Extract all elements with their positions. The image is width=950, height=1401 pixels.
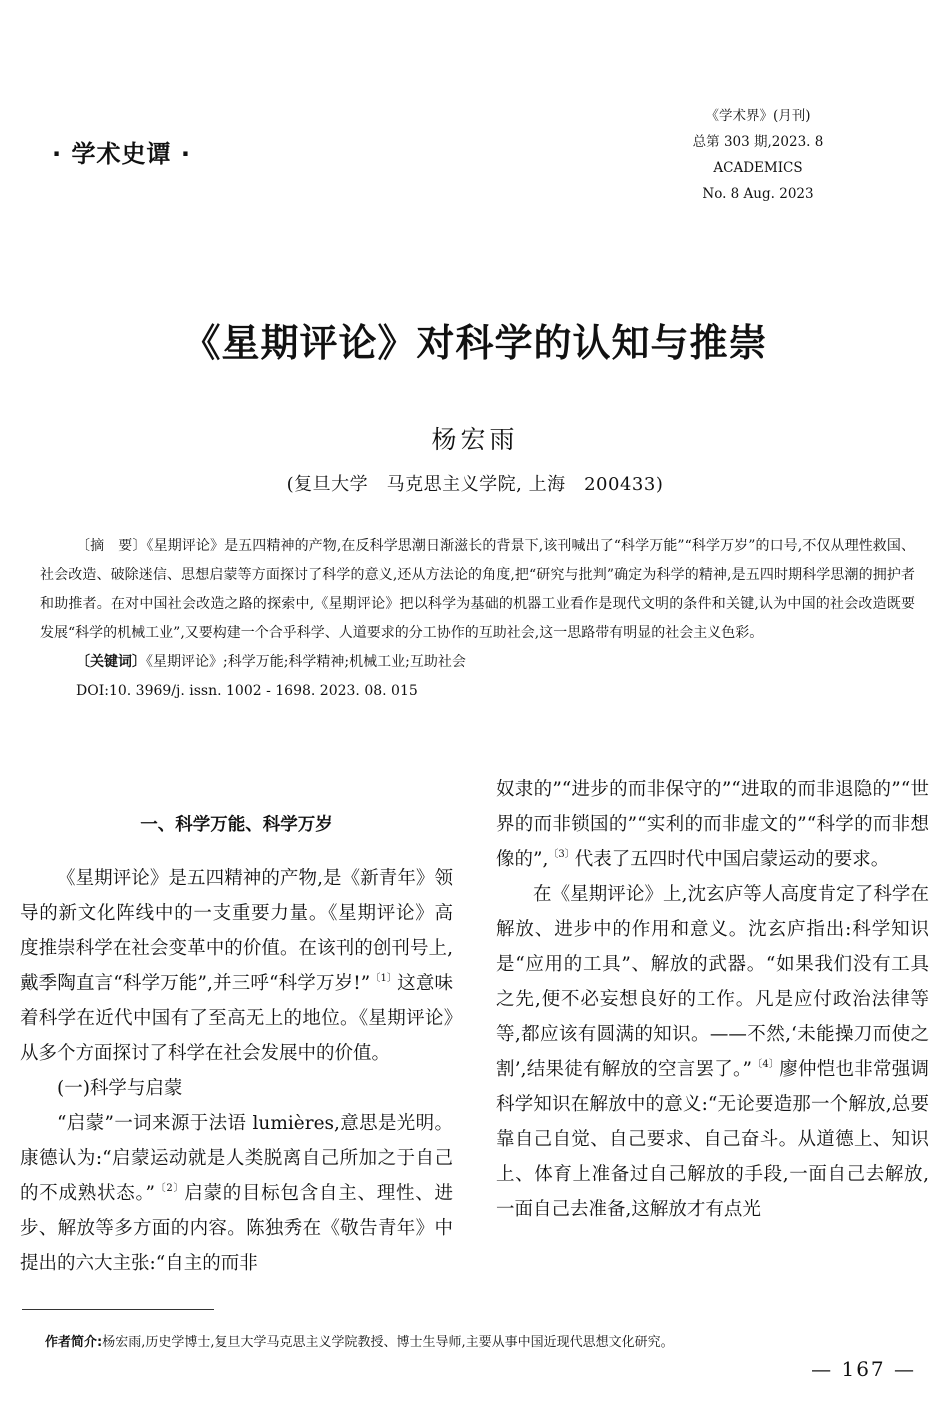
journal-info xyxy=(628,103,888,207)
author-affiliation: (复旦大学 马克思主义学院, 上海 200433) xyxy=(286,474,664,495)
abstract-text: 《星期评论》是五四精神的产物,在反科学思潮日渐滋长的背景下,该刊喊出了“科学万能”“科学万岁”的口号,不仅从理性救国、社会改造、破除迷信、思想启蒙等方面探讨了科学的意义,还从方法论的角度,把“研究与批判”确定为科学的精神,是五四时期科学思潮的拥护者和助推者。在对中国社会改造之路的探索中,《星期评论》把以科学为基础的机器工业看作是现代文明的条件和关键,认为中国的社会改造既要发展“科学的机械工业”,又要构建一个合乎科学、人道要求的分工协作的互助社会,这一思路带有明显的社会主义色彩。 xyxy=(40,538,916,641)
paragraph-text: 奴隶的”“进步的而非保守的”“进取的而非退隐的”“世界的而非锁国的”“实利的而非虚文的”“科学的而非想像的”, xyxy=(496,779,929,870)
section-heading: 一、科学万能、科学万岁 xyxy=(140,815,333,835)
paragraph-text: 代表了五四时代中国启蒙运动的要求。 xyxy=(574,849,890,870)
journal-english-name: ACADEMICS xyxy=(713,160,803,176)
author-footnote xyxy=(45,1331,905,1350)
citation-ref: 〔2〕 xyxy=(154,1183,185,1194)
citation-ref: 〔3〕 xyxy=(548,849,575,860)
abstract-block xyxy=(40,532,915,706)
footnote-rule xyxy=(22,1309,214,1310)
body-column-right xyxy=(496,772,929,1227)
paragraph-text: 启蒙的目标包含自主、理性、进步、解放等多方面的内容。陈独秀在《敬告青年》中提出的六大主张:“自主的而非 xyxy=(20,1183,453,1274)
journal-date: No. 8 Aug. 2023 xyxy=(702,186,814,202)
citation-ref: 〔1〕 xyxy=(370,973,398,984)
abstract-label: 〔摘 要〕 xyxy=(76,538,147,554)
paragraph-text: “启蒙”一词来源于法语 lumières,意思是光明。康德认为:“启蒙运动就是人类脱离自己所加之于自己的不成熟状态。” xyxy=(20,1113,453,1204)
body-paragraph xyxy=(496,772,929,877)
article-title: 《星期评论》对科学的认知与推崇 xyxy=(182,320,768,365)
keywords-label: 〔关键词〕 xyxy=(76,654,146,670)
page-number: — 167 — xyxy=(811,1357,916,1381)
body-paragraph xyxy=(20,861,453,1071)
keywords xyxy=(40,648,915,677)
doi: DOI:10. 3969/j. issn. 1002 - 1698. 2023. 08. 015 xyxy=(76,683,418,699)
author-name: 杨宏雨 xyxy=(431,425,519,454)
abstract xyxy=(40,532,915,648)
journal-name: 《学术界》(月刊) xyxy=(705,108,811,124)
paragraph-text: 《星期评论》是五四精神的产物,是《新青年》领导的新文化阵线中的一支重要力量。《星期评论》高度推崇科学在社会变革中的价值。在该刊的创刊号上,戴季陶直言“科学万能”,并三呼“科学万岁!” xyxy=(20,868,453,994)
body-paragraph xyxy=(20,1106,453,1281)
subheading: (一)科学与启蒙 xyxy=(57,1078,183,1099)
footnote-label: 作者简介: xyxy=(45,1335,103,1350)
body-paragraph xyxy=(496,877,929,1227)
section-tag: · 学术史谭 · xyxy=(52,140,191,168)
citation-ref: 〔4〕 xyxy=(751,1059,780,1070)
paragraph-text: 廖仲恺也非常强调科学知识在解放中的意义:“无论要造那一个解放,总要靠自己自觉、自己要求、自己奋斗。从道德上、知识上、体育上准备过自己解放的手段,一面自己去解放,一面自己去准备,这解放才有点光 xyxy=(496,1059,929,1220)
body-column-left xyxy=(20,808,453,1281)
paragraph-text: 这意味着科学在近代中国有了至高无上的地位。《星期评论》从多个方面探讨了科学在社会发展中的价值。 xyxy=(20,973,453,1064)
keywords-text: 《星期评论》;科学万能;科学精神;机械工业;互助社会 xyxy=(146,654,466,670)
paragraph-text: 在《星期评论》上,沈玄庐等人高度肯定了科学在解放、进步中的作用和意义。沈玄庐指出:科学知识是“应用的工具”、解放的武器。“如果我们没有工具之先,便不必妄想良好的工作。凡是应付政治法律等等,都应该有圆满的知识。——不然,‘未能操刀而使之割’,结果徒有解放的空言罢了。” xyxy=(496,884,929,1080)
journal-issue: 总第 303 期,2023. 8 xyxy=(692,134,824,150)
footnote-text: 杨宏雨,历史学博士,复旦大学马克思主义学院教授、博士生导师,主要从事中国近现代思想文化研究。 xyxy=(102,1335,674,1350)
